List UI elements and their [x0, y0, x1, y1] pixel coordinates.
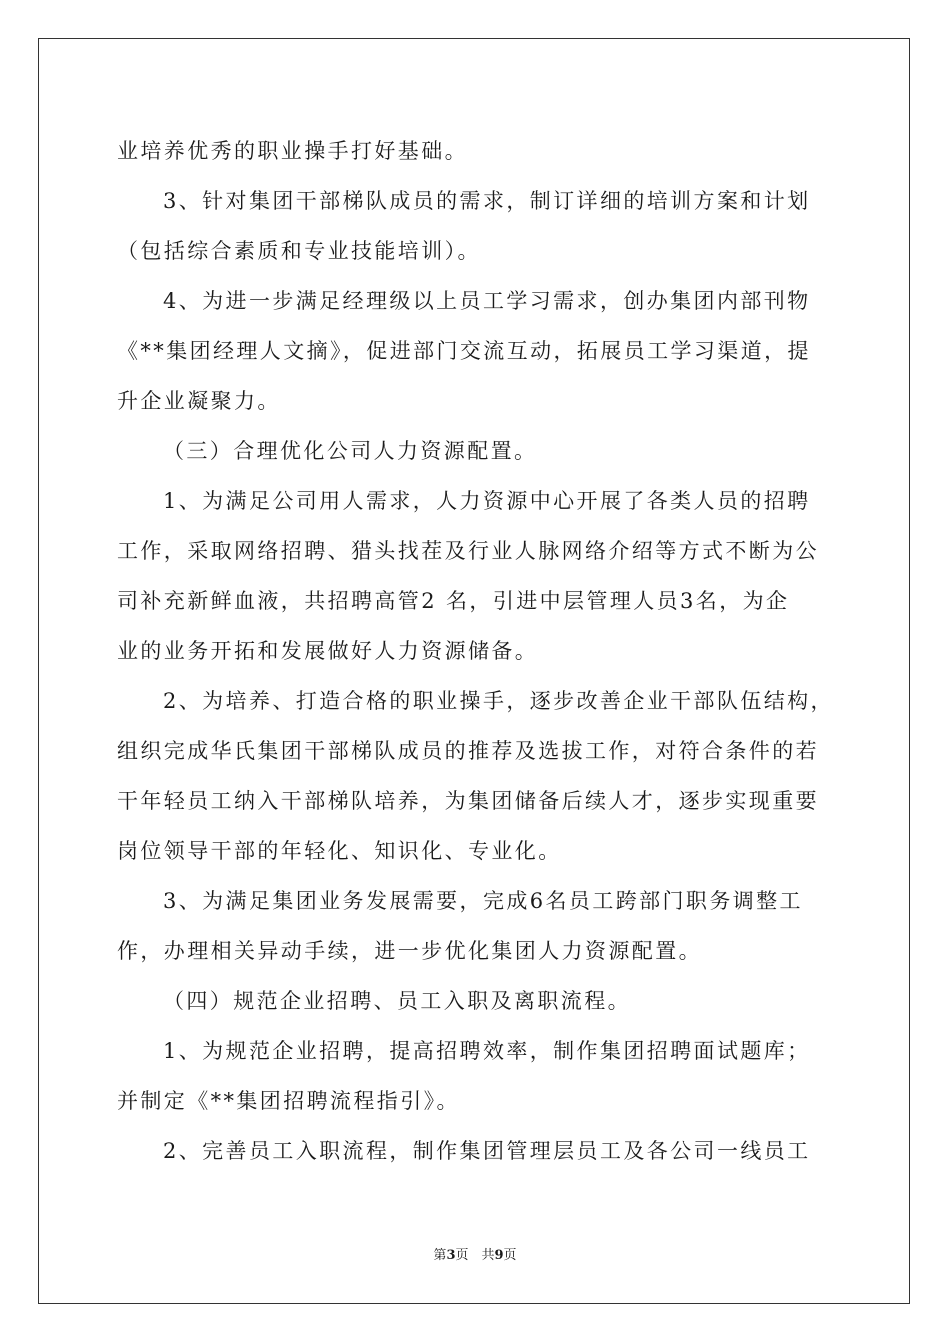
paragraph-line: 2、完善员工入职流程，制作集团管理层员工及各公司一线员工: [163, 1139, 811, 1163]
footer-mid: 页 共: [455, 1248, 495, 1263]
paragraph-line: （包括综合素质和专业技能培训）。: [117, 239, 481, 263]
footer-prefix: 第: [433, 1248, 447, 1263]
paragraph-line: 组织完成华氏集团干部梯队成员的推荐及选拔工作，对符合条件的若: [117, 739, 819, 763]
document-body: [117, 126, 837, 1176]
paragraph-line: 工作，采取网络招聘、猎头找茬及行业人脉网络介绍等方式不断为公: [117, 539, 819, 563]
paragraph-line: 1、为规范企业招聘，提高招聘效率，制作集团招聘面试题库；: [163, 1039, 811, 1063]
footer-current-page: 3: [446, 1248, 456, 1263]
footer-suffix: 页: [503, 1248, 517, 1263]
paragraph-line: 3、针对集团干部梯队成员的需求，制订详细的培训方案和计划: [163, 189, 811, 213]
paragraph-line: 3、为满足集团业务发展需要，完成6名员工跨部门职务调整工: [163, 889, 803, 913]
paragraph-line: （四）规范企业招聘、员工入职及离职流程。: [163, 989, 631, 1013]
paragraph-line: 并制定《**集团招聘流程指引》。: [117, 1089, 460, 1113]
paragraph-line: 司补充新鲜血液，共招聘高管2 名，引进中层管理人员3名，为企: [117, 589, 790, 613]
paragraph-line: 业的业务开拓和发展做好人力资源储备。: [117, 639, 539, 663]
paragraph-line: 2、为培养、打造合格的职业操手，逐步改善企业干部队伍结构，: [163, 689, 834, 713]
paragraph-line: 业培养优秀的职业操手打好基础。: [117, 139, 468, 163]
paragraph-line: （三）合理优化公司人力资源配置。: [163, 439, 538, 463]
page-footer: [0, 1246, 950, 1266]
paragraph-line: 4、为进一步满足经理级以上员工学习需求，创办集团内部刊物: [163, 289, 811, 313]
paragraph-line: 干年轻员工纳入干部梯队培养，为集团储备后续人才，逐步实现重要: [117, 789, 819, 813]
paragraph-line: 岗位领导干部的年轻化、知识化、专业化。: [117, 839, 562, 863]
footer-total-pages: 9: [494, 1248, 504, 1263]
paragraph-line: 作，办理相关异动手续，进一步优化集团人力资源配置。: [117, 939, 702, 963]
paragraph-line: 升企业凝聚力。: [117, 389, 281, 413]
paragraph-line: 1、为满足公司用人需求，人力资源中心开展了各类人员的招聘: [163, 489, 811, 513]
paragraph-line: 《**集团经理人文摘》，促进部门交流互动，拓展员工学习渠道，提: [117, 339, 811, 363]
